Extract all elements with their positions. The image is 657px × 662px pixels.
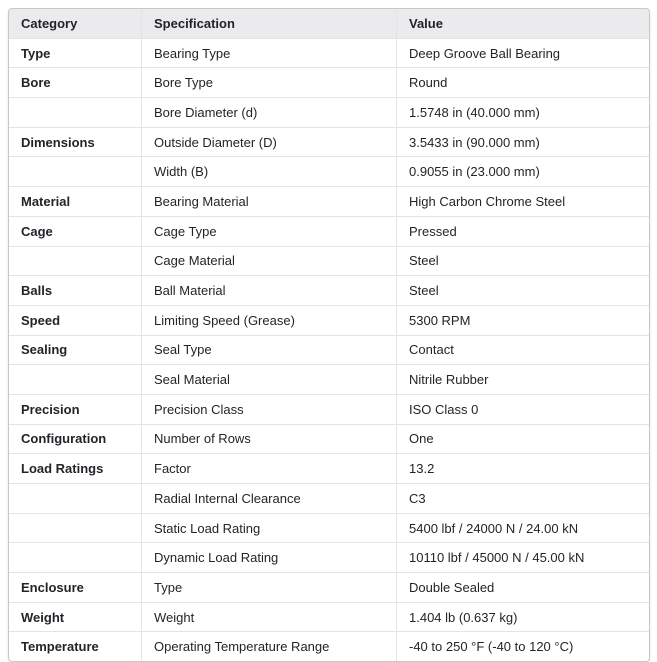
table-row (9, 394, 649, 424)
category-cell: Speed (21, 312, 61, 328)
spec-cell: Seal Type (141, 336, 396, 365)
spec-cell: Bearing Material (141, 187, 396, 216)
table-row (9, 216, 649, 246)
value-cell: -40 to 250 °F (-40 to 120 °C) (396, 632, 649, 661)
header-value: Value (396, 9, 649, 38)
category-cell (9, 157, 141, 186)
spec-cell: Operating Temperature Range (141, 632, 396, 661)
spec-cell: Static Load Rating (141, 514, 396, 543)
value-cell: High Carbon Chrome Steel (396, 187, 649, 216)
value-cell: 5300 RPM (396, 306, 649, 335)
table-row (9, 67, 649, 97)
value-cell: 13.2 (396, 454, 649, 483)
table-row (9, 364, 649, 394)
category-cell (9, 514, 141, 543)
value-cell: 3.5433 in (90.000 mm) (396, 128, 649, 157)
spec-cell: Number of Rows (141, 425, 396, 454)
category-cell: Type (21, 45, 51, 61)
value-cell: Double Sealed (396, 573, 649, 602)
spec-cell: Seal Material (141, 365, 396, 394)
category-cell: Enclosure (21, 579, 84, 595)
category-cell (9, 484, 141, 513)
category-cell: Material (21, 193, 71, 209)
category-cell: Precision (21, 401, 80, 417)
table-row (9, 335, 649, 365)
value-cell: One (396, 425, 649, 454)
category-cell: Balls (21, 283, 53, 299)
spec-cell: Ball Material (141, 276, 396, 305)
value-cell: Deep Groove Ball Bearing (396, 39, 649, 68)
category-cell: Temperature (21, 639, 99, 655)
table-row (9, 513, 649, 543)
value-cell: 0.9055 in (23.000 mm) (396, 157, 649, 186)
category-cell: Weight (21, 609, 65, 625)
spec-cell: Radial Internal Clearance (141, 484, 396, 513)
value-cell: Round (396, 68, 649, 97)
table-row (9, 156, 649, 186)
category-cell (9, 98, 141, 127)
category-cell (9, 365, 141, 394)
value-cell: Contact (396, 336, 649, 365)
specification-table (8, 8, 650, 662)
value-cell: Nitrile Rubber (396, 365, 649, 394)
value-cell: C3 (396, 484, 649, 513)
category-cell: Bore (21, 75, 51, 91)
table-row (9, 424, 649, 454)
category-cell: Load Ratings (21, 461, 104, 477)
value-cell: Steel (396, 276, 649, 305)
table-row (9, 542, 649, 572)
table-header-row (9, 9, 649, 38)
category-cell: Dimensions (21, 134, 95, 150)
value-cell: 5400 lbf / 24000 N / 24.00 kN (396, 514, 649, 543)
table-row (9, 305, 649, 335)
spec-cell: Bearing Type (141, 39, 396, 68)
table-row (9, 127, 649, 157)
table-row (9, 186, 649, 216)
spec-cell: Limiting Speed (Grease) (141, 306, 396, 335)
header-specification: Specification (141, 9, 396, 38)
table-row (9, 483, 649, 513)
table-row (9, 602, 649, 632)
spec-cell: Bore Diameter (d) (141, 98, 396, 127)
category-cell (9, 543, 141, 572)
spec-cell: Dynamic Load Rating (141, 543, 396, 572)
category-cell (9, 247, 141, 276)
spec-cell: Bore Type (141, 68, 396, 97)
value-cell: ISO Class 0 (396, 395, 649, 424)
table-row (9, 246, 649, 276)
category-cell: Sealing (21, 342, 68, 358)
spec-cell: Cage Material (141, 247, 396, 276)
spec-cell: Type (141, 573, 396, 602)
table-row (9, 453, 649, 483)
spec-cell: Width (B) (141, 157, 396, 186)
value-cell: 10110 lbf / 45000 N / 45.00 kN (396, 543, 649, 572)
spec-cell: Factor (141, 454, 396, 483)
category-cell: Cage (21, 223, 53, 239)
value-cell: Steel (396, 247, 649, 276)
table-row (9, 38, 649, 68)
table-row (9, 97, 649, 127)
value-cell: 1.404 lb (0.637 kg) (396, 603, 649, 632)
table-row (9, 631, 649, 661)
table-row (9, 572, 649, 602)
header-category: Category (21, 15, 78, 31)
spec-cell: Precision Class (141, 395, 396, 424)
value-cell: Pressed (396, 217, 649, 246)
spec-cell: Weight (141, 603, 396, 632)
spec-cell: Cage Type (141, 217, 396, 246)
table-row (9, 275, 649, 305)
category-cell: Configuration (21, 431, 107, 447)
value-cell: 1.5748 in (40.000 mm) (396, 98, 649, 127)
spec-cell: Outside Diameter (D) (141, 128, 396, 157)
